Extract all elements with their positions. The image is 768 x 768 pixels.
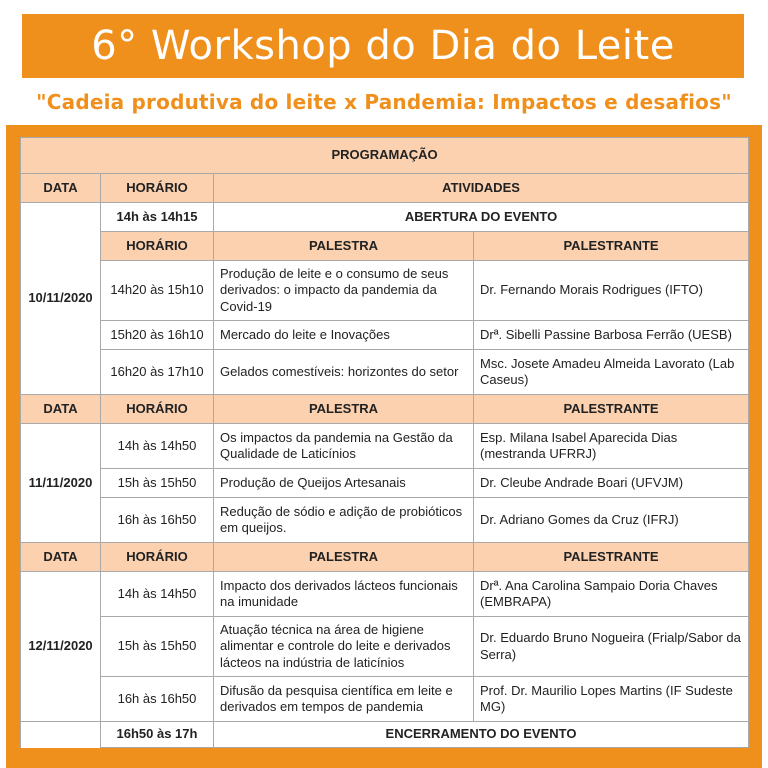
table-row (21, 469, 749, 498)
subheader-row (21, 395, 749, 424)
opening-row (21, 203, 749, 232)
header-horario: HORÁRIO (101, 174, 214, 203)
closing-row (21, 722, 749, 748)
talk-time: 15h às 15h50 (101, 469, 214, 498)
subheader-row (21, 543, 749, 572)
talk-speaker: Drª. Sibelli Passine Barbosa Ferrão (UESB) (474, 321, 749, 350)
header-row (21, 174, 749, 203)
program-title-row (21, 138, 749, 174)
talk-speaker: Esp. Milana Isabel Aparecida Dias (mestranda UFRRJ) (474, 424, 749, 469)
subheader-palestra: PALESTRA (214, 232, 474, 261)
subheader-palestrante: PALESTRANTE (474, 543, 749, 572)
subheader-palestra: PALESTRA (214, 543, 474, 572)
table-row (21, 350, 749, 395)
subheader-data: DATA (21, 395, 101, 424)
talk-title: Difusão da pesquisa científica em leite e derivados em tempos de pandemia (214, 677, 474, 722)
talk-title: Produção de leite e o consumo de seus derivados: o impacto da pandemia da Covid-19 (214, 261, 474, 321)
talk-time: 14h às 14h50 (101, 424, 214, 469)
subheader-palestra: PALESTRA (214, 395, 474, 424)
subheader-horario: HORÁRIO (101, 395, 214, 424)
talk-time: 14h20 às 15h10 (101, 261, 214, 321)
subtitle: "Cadeia produtiva do leite x Pandemia: Impactos e desafios" (36, 90, 732, 114)
table-row (21, 321, 749, 350)
talk-speaker: Prof. Dr. Maurilio Lopes Martins (IF Sudeste MG) (474, 677, 749, 722)
talk-time: 15h às 15h50 (101, 617, 214, 677)
date-day1: 10/11/2020 (21, 203, 101, 395)
talk-title: Mercado do leite e Inovações (214, 321, 474, 350)
talk-time: 14h às 14h50 (101, 572, 214, 617)
table-row (21, 617, 749, 677)
header-atividades: ATIVIDADES (214, 174, 749, 203)
opening-label: ABERTURA DO EVENTO (214, 203, 749, 232)
talk-title: Os impactos da pandemia na Gestão da Qualidade de Laticínios (214, 424, 474, 469)
talk-title: Atuação técnica na área de higiene alimentar e controle do leite e derivados lácteos na indústria de laticínios (214, 617, 474, 677)
table-row (21, 572, 749, 617)
subheader-palestrante: PALESTRANTE (474, 395, 749, 424)
subheader-horario: HORÁRIO (101, 232, 214, 261)
closing-label: ENCERRAMENTO DO EVENTO (214, 722, 749, 748)
talk-speaker: Drª. Ana Carolina Sampaio Doria Chaves (EMBRAPA) (474, 572, 749, 617)
program-title: PROGRAMAÇÃO (21, 138, 749, 174)
talk-speaker: Dr. Cleube Andrade Boari (UFVJM) (474, 469, 749, 498)
talk-time: 16h20 às 17h10 (101, 350, 214, 395)
page-title: 6° Workshop do Dia do Leite (91, 23, 675, 69)
table-row (21, 261, 749, 321)
talk-time: 16h às 16h50 (101, 677, 214, 722)
opening-time: 14h às 14h15 (101, 203, 214, 232)
header-data: DATA (21, 174, 101, 203)
talk-speaker: Msc. Josete Amadeu Almeida Lavorato (Lab Caseus) (474, 350, 749, 395)
talk-speaker: Dr. Fernando Morais Rodrigues (IFTO) (474, 261, 749, 321)
subheader-horario: HORÁRIO (101, 543, 214, 572)
table-row (21, 677, 749, 722)
subheader-data: DATA (21, 543, 101, 572)
talk-time: 16h às 16h50 (101, 498, 214, 543)
closing-time: 16h50 às 17h (101, 722, 214, 748)
date-day3: 12/11/2020 (21, 572, 101, 722)
subheader-row (21, 232, 749, 261)
talk-speaker: Dr. Adriano Gomes da Cruz (IFRJ) (474, 498, 749, 543)
talk-speaker: Dr. Eduardo Bruno Nogueira (Frialp/Sabor da Serra) (474, 617, 749, 677)
talk-title: Impacto dos derivados lácteos funcionais na imunidade (214, 572, 474, 617)
subheader-palestrante: PALESTRANTE (474, 232, 749, 261)
talk-title: Gelados comestíveis: horizontes do setor (214, 350, 474, 395)
title-banner (22, 14, 744, 78)
talk-title: Produção de Queijos Artesanais (214, 469, 474, 498)
date-day2: 11/11/2020 (21, 424, 101, 543)
program-table (20, 137, 749, 748)
table-row (21, 424, 749, 469)
talk-time: 15h20 às 16h10 (101, 321, 214, 350)
talk-title: Redução de sódio e adição de probióticos em queijos. (214, 498, 474, 543)
table-row (21, 498, 749, 543)
